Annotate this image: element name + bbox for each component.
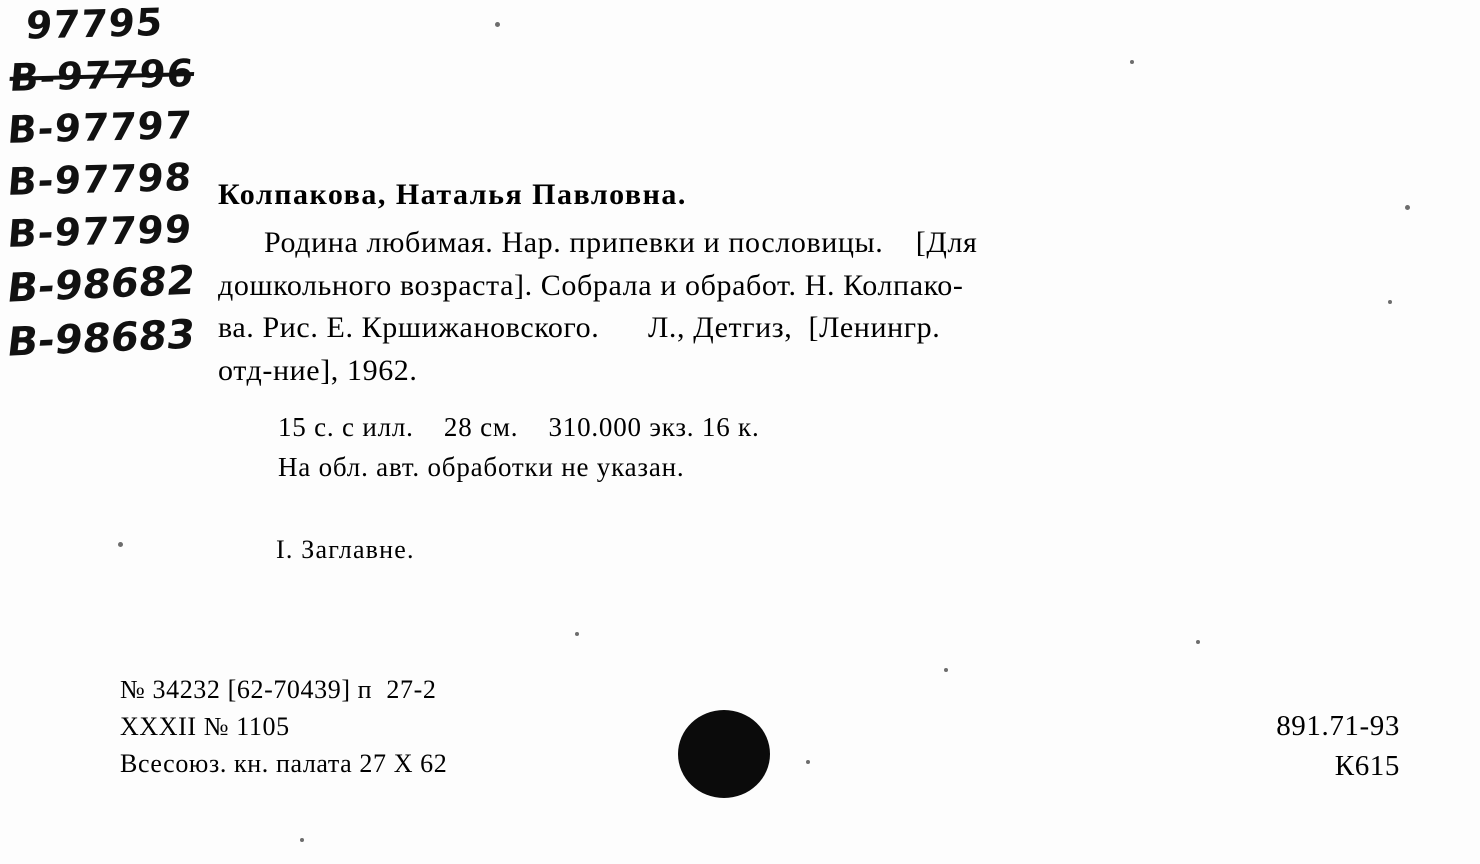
accession-number: В-97798	[5, 155, 194, 204]
footer-left-block	[120, 672, 447, 783]
speck	[575, 632, 579, 636]
handwritten-accession-numbers	[4, 0, 228, 372]
ink-blot-icon	[678, 710, 770, 798]
speck	[1130, 60, 1134, 64]
accession-number: В-97797	[5, 103, 194, 152]
footer-line: № 34232 [62-70439] п 27-2	[120, 675, 437, 704]
classification-number: 891.71-93	[1276, 710, 1400, 742]
accession-number-struck: В-97796	[8, 51, 196, 100]
speck	[118, 542, 123, 547]
speck	[495, 22, 500, 27]
shelf-mark: К615	[1334, 750, 1400, 783]
title-line: ва. Рис. Е. Кршижановского. Л., Детгиз, [Ленингр.	[218, 311, 941, 345]
title-line: Родина любимая. Нар. припевки и пословицы. [Для	[264, 226, 978, 259]
title-line: дошкольного возраста]. Собрала и обработ. Н. Колпако-	[218, 268, 964, 302]
accession-number: В-98683	[4, 311, 198, 366]
physical-description	[278, 408, 1418, 486]
accession-number: В-97799	[5, 207, 194, 256]
physical-line: 15 с. с илл. 28 см. 310.000 экз. 16 к.	[278, 412, 760, 443]
speck	[1196, 640, 1200, 644]
tracing-note: I. Заглавне.	[276, 535, 415, 564]
footer-line: XXXII № 1105	[120, 711, 290, 741]
footer-line: Всесоюз. кн. палата 27 X 62	[120, 748, 448, 778]
speck	[806, 760, 810, 764]
speck	[1388, 300, 1392, 304]
accession-number: 97795	[24, 0, 166, 48]
speck	[1405, 205, 1410, 210]
bibliographic-entry	[218, 178, 1418, 487]
title-statement	[218, 222, 1418, 392]
speck	[300, 838, 304, 842]
author-heading: Колпакова, Наталья Павловна.	[218, 178, 687, 211]
footer-right-block	[1276, 706, 1400, 786]
title-line: отд-ние], 1962.	[218, 353, 418, 387]
physical-line: На обл. авт. обработки не указан.	[278, 451, 685, 482]
accession-number: В-98682	[4, 257, 198, 312]
speck	[944, 668, 948, 672]
